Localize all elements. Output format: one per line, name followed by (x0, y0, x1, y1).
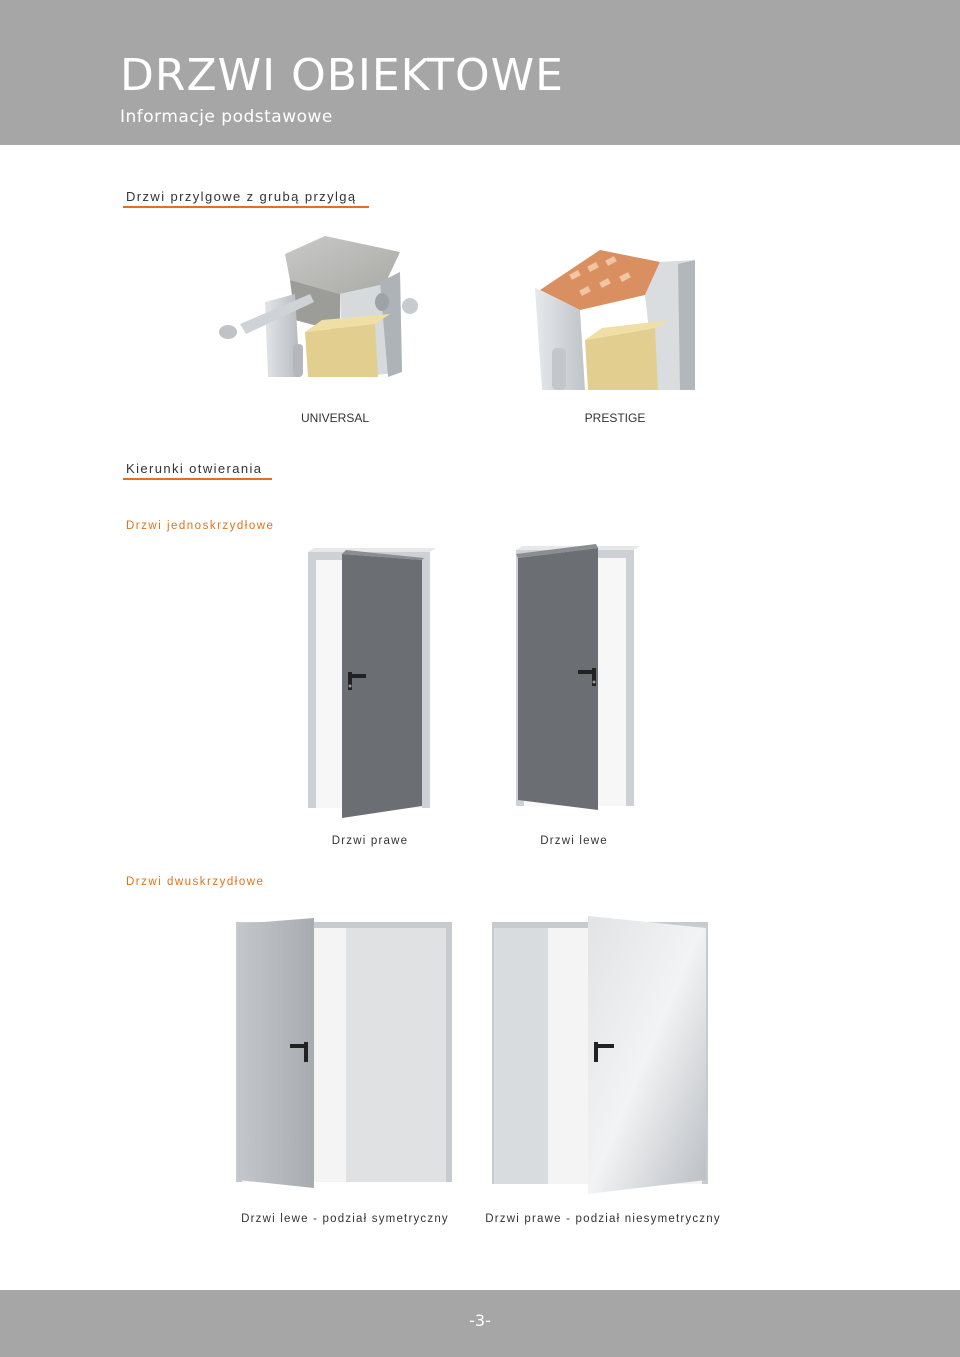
section-title-frame: Drzwi przylgowe z grubą przylgą (126, 189, 357, 204)
subsection-title-double: Drzwi dwuskrzydłowe (126, 876, 265, 888)
page-footer (0, 1290, 960, 1357)
page-header (0, 0, 960, 145)
double-door-asymmetric-image (488, 912, 713, 1197)
single-door-right-image (300, 546, 440, 821)
caption-universal: UNIVERSAL (300, 411, 370, 425)
section-title-opening: Kierunki otwierania (126, 461, 263, 476)
caption-single-left: Drzwi lewe (540, 835, 608, 847)
caption-double-symmetric: Drzwi lewe - podział symetryczny (241, 1213, 449, 1225)
subsection-title-single: Drzwi jednoskrzydłowe (126, 520, 275, 532)
universal-frame-image (210, 232, 440, 382)
caption-single-right: Drzwi prawe (331, 835, 409, 847)
page-subtitle: Informacje podstawowe (120, 107, 333, 127)
page-number: -3- (469, 1311, 491, 1330)
double-door-symmetric-image (232, 914, 457, 1192)
caption-prestige: PRESTIGE (584, 411, 646, 425)
caption-double-asymmetric: Drzwi prawe - podział niesymetryczny (485, 1213, 721, 1225)
section-underline-opening (123, 478, 272, 480)
prestige-frame-image (530, 240, 700, 390)
single-door-left-image (506, 544, 646, 819)
page-title: DRZWI OBIEKTOWE (120, 50, 564, 101)
section-underline-frame (123, 206, 369, 208)
